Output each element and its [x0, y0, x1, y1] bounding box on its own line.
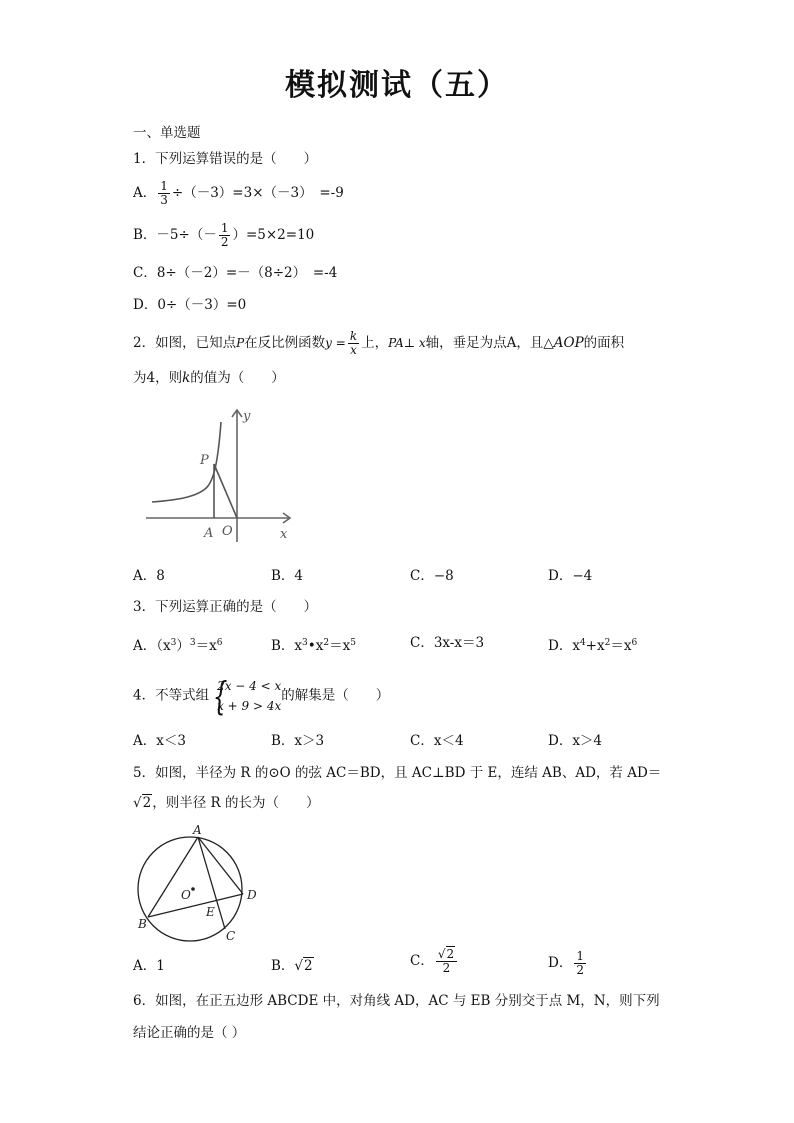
q3-option-b[interactable] [271, 634, 356, 655]
q3-b-sup1: 3 [302, 638, 308, 648]
q4-text-b: 的解集是（ ） [281, 687, 390, 704]
q5-chord-ab [148, 837, 198, 917]
q1-stem: 1．下列运算错误的是（ ） [133, 151, 318, 167]
q2-option-a[interactable]: A．8 [133, 568, 165, 584]
q3-a-1: A．（x [133, 638, 171, 654]
q5-c-prefix: C． [410, 953, 434, 969]
q3-d-1: D．x [548, 638, 580, 654]
q4-option-b[interactable]: B．x＞3 [271, 733, 325, 749]
q3-option-a[interactable] [133, 634, 222, 655]
q2-text-c: 上， [361, 335, 389, 351]
q5-b-sqrt: √2 [294, 958, 313, 974]
q2-option-b[interactable]: B．4 [271, 568, 304, 584]
q2-label-a: A [204, 526, 214, 541]
q5-option-b[interactable] [271, 957, 314, 975]
q2-k: k [182, 370, 191, 386]
q5-sqrt-2: √2 [133, 795, 152, 811]
q1-option-a[interactable] [133, 180, 344, 207]
q2-triangle: △AOP [543, 335, 584, 351]
q3-d-sup3: 6 [631, 638, 638, 648]
q2-stem-line2 [133, 369, 285, 387]
q2-segment-po [214, 464, 237, 518]
q5-stem-line1: 5．如图，半径为 R 的⊙O 的弦 AC＝BD，且 AC⊥BD 于 E，连结 AB、AD，若 AD＝ [133, 765, 662, 781]
q2-text-g: 的值为（ ） [190, 370, 285, 386]
q1-option-b[interactable] [133, 222, 314, 249]
q5-label-o: O [181, 888, 191, 902]
q3-b-3: ＝x [329, 638, 351, 654]
q5-label-c: C [226, 929, 236, 943]
q4-ineq-1: 2x − 4 < x [217, 679, 282, 693]
q5-label-d: D [247, 888, 257, 902]
q2-label-p: P [200, 453, 209, 468]
q1-b-frac-den: 2 [220, 235, 229, 249]
q4-option-a[interactable]: A．x＜3 [133, 733, 186, 749]
q1-option-d[interactable]: D．0÷（－3）=0 [133, 297, 247, 313]
q3-d-3: ＝x [610, 638, 632, 654]
q3-b-2: •x [307, 638, 324, 654]
q5-option-a[interactable]: A．1 [133, 958, 165, 974]
q5-c-sqrt: √2 [437, 947, 455, 961]
q3-a-sup2: 3 [189, 638, 196, 648]
q5-rad: 2 [142, 795, 152, 811]
q5-d-fraction [574, 950, 586, 977]
q4-inequality-system [209, 676, 281, 716]
q5-label-e: E [206, 905, 215, 919]
page-title: 模拟测试（五） [285, 68, 509, 103]
q5-d-prefix: D． [548, 955, 573, 971]
q2-figure [140, 402, 300, 547]
q2-label-o: O [222, 524, 233, 539]
q2-text-d: 轴，垂足为点A，且 [425, 335, 544, 351]
q3-stem: 3．下列运算正确的是（ ） [133, 599, 318, 615]
q1-a-fraction [158, 180, 170, 207]
q3-a-2: ） [176, 638, 190, 654]
q4-option-c[interactable]: C．x＜4 [410, 733, 464, 749]
q6-stem-line1: 6．如图，在正五边形 ABCDE 中，对角线 AD，AC 与 EB 分别交于点 M，N，则下列 [133, 993, 660, 1009]
q5-c-num [436, 948, 457, 962]
q5-c-den: 2 [442, 961, 451, 975]
q2-func-num: k [349, 329, 358, 343]
q5-label-b: B [138, 917, 147, 931]
q4-ineq-2: x + 9 > 4x [217, 699, 282, 713]
q2-func-fraction [348, 330, 359, 357]
q5-c-fraction [436, 948, 457, 975]
q2-func-den: x [350, 343, 357, 357]
q5-center-dot [191, 887, 195, 891]
q6-stem-line2: 结论正确的是（ ） [133, 1025, 246, 1041]
q1-b-fraction [219, 222, 231, 249]
q5-chord-bd [148, 894, 243, 917]
q3-a-3: ＝x [195, 638, 217, 654]
q5-c-rad: 2 [446, 947, 455, 961]
q5-line2-text: ，则半径 R 的长为（ ） [152, 795, 320, 811]
q2-func-lhs: y = [325, 336, 346, 350]
q2-label-x: x [280, 527, 288, 542]
q1-a-frac-den: 3 [160, 193, 168, 207]
q5-b-rad: 2 [304, 958, 313, 974]
q5-figure [133, 822, 263, 947]
q5-stem-line2 [133, 794, 319, 812]
q1-b-frac-num: 1 [220, 221, 229, 235]
q3-d-sup2: 2 [604, 638, 611, 648]
q3-d-sup1: 4 [579, 638, 586, 648]
q5-label-a: A [193, 823, 202, 837]
q3-b-sup3: 5 [350, 638, 356, 648]
q3-b-sup2: 2 [323, 638, 330, 648]
q4-brace-icon: { [212, 674, 228, 718]
q4-stem [133, 676, 389, 716]
q2-text-e: 的面积 [583, 335, 625, 351]
q1-a-rest: ÷（－3）=3×（－3） =-9 [171, 185, 344, 201]
q2-text-b: 在反比例函数 [244, 335, 326, 351]
section-heading: 一、单选题 [133, 125, 201, 141]
q3-a-sup1: 3 [170, 638, 177, 648]
q5-b-prefix: B． [271, 958, 295, 974]
q2-option-c[interactable]: C．−8 [410, 568, 454, 584]
q4-text-a: 4．不等式组 [133, 687, 210, 704]
q3-d-2: +x [585, 638, 605, 654]
q3-b-1: B．x [271, 638, 303, 654]
q1-b-rest: ）=5×2=10 [232, 227, 315, 243]
q5-d-den: 2 [576, 963, 584, 977]
q1-a-prefix: A． [133, 185, 157, 201]
q4-option-d[interactable]: D．x＞4 [548, 733, 603, 749]
q2-hyperbola [152, 422, 221, 502]
q2-text-f: 为4，则 [133, 370, 183, 386]
q3-a-sup3: 6 [216, 638, 223, 648]
q2-text-a: 2．如图，已知点 [133, 335, 237, 351]
q5-d-num: 1 [576, 949, 584, 963]
q1-option-c[interactable]: C．8÷（－2）=－（8÷2） =-4 [133, 265, 338, 281]
q1-b-prefix: B．－5÷（－ [133, 227, 217, 243]
q3-option-c[interactable]: C．3x-x＝3 [410, 635, 485, 651]
q3-option-d[interactable] [548, 634, 637, 655]
q5-option-c[interactable] [410, 948, 459, 975]
q2-stem-line1 [133, 330, 624, 357]
q2-pa-perp: PA⊥ x [388, 336, 426, 350]
q2-point-p: P [236, 336, 245, 350]
q1-a-frac-num: 1 [160, 179, 168, 193]
q5-option-d[interactable] [548, 950, 588, 977]
q2-option-d[interactable]: D．−4 [548, 568, 593, 584]
q2-label-y: y [243, 409, 251, 424]
